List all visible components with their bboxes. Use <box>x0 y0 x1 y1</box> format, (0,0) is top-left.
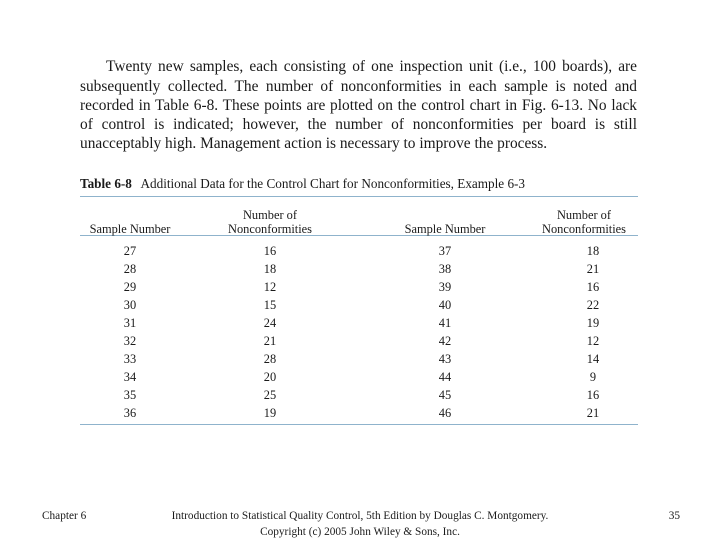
sample-number-cell: 42 <box>438 334 452 348</box>
nonconformities-cell: 19 <box>586 316 600 330</box>
sample-number-cell: 43 <box>438 352 452 366</box>
nonconformities-cell: 9 <box>589 370 597 384</box>
header-number-of-2: Number of <box>556 208 612 222</box>
sample-number-cell: 31 <box>123 316 137 330</box>
sample-number-cell: 34 <box>123 370 137 384</box>
nonconformities-cell: 19 <box>263 406 277 420</box>
nonconformities-cell: 12 <box>263 280 277 294</box>
sample-number-cell: 45 <box>438 388 452 402</box>
sample-number-cell: 38 <box>438 262 452 276</box>
footer-page-number: 35 <box>668 510 680 522</box>
sample-number-cell: 33 <box>123 352 137 366</box>
nonconformities-cell: 21 <box>263 334 277 348</box>
nonconformities-cell: 15 <box>263 298 277 312</box>
table-row <box>80 314 638 332</box>
nonconformities-cell: 24 <box>263 316 277 330</box>
table-top-rule <box>80 196 638 197</box>
table-row <box>80 296 638 314</box>
table-row <box>80 386 638 404</box>
sample-number-cell: 44 <box>438 370 452 384</box>
nonconformities-cell: 21 <box>586 406 600 420</box>
table-bottom-rule <box>80 424 638 425</box>
table-row <box>80 278 638 296</box>
nonconformities-cell: 16 <box>586 388 600 402</box>
nonconformities-cell: 12 <box>586 334 600 348</box>
table-header-row <box>80 200 638 238</box>
header-number-of-1: Number of <box>242 208 298 222</box>
sample-number-cell: 36 <box>123 406 137 420</box>
header-nonconformities-1 <box>180 200 360 238</box>
header-nonconformities-2 <box>530 200 638 238</box>
table-title: Additional Data for the Control Chart for Nonconformities, Example 6-3 <box>140 176 526 191</box>
footer-citation <box>150 508 570 540</box>
sample-number-cell: 37 <box>438 244 452 258</box>
nonconformities-cell: 18 <box>586 244 600 258</box>
sample-number-cell: 29 <box>123 280 137 294</box>
table-row <box>80 332 638 350</box>
sample-number-cell: 30 <box>123 298 137 312</box>
nonconformities-cell: 14 <box>586 352 600 366</box>
sample-number-cell: 40 <box>438 298 452 312</box>
table-caption <box>80 176 640 192</box>
nonconformities-cell: 16 <box>263 244 277 258</box>
footer-book-title: Introduction to Statistical Quality Control, 5th Edition by Douglas C. Montgomery. <box>171 510 549 522</box>
table-row <box>80 350 638 368</box>
nonconformities-cell: 20 <box>263 370 277 384</box>
sample-number-cell: 28 <box>123 262 137 276</box>
body-paragraph: Twenty new samples, each consisting of one inspection unit (i.e., 100 boards), are subsequently collected. The number of nonconformities in each sample is noted and recorded in Table 6-8. These points are plotted on the control chart in Fig. 6-13. No lack of control is indicated; however, the number of nonconformities per board is still unacceptably high. Management action is necessary to improve the process. <box>80 58 637 153</box>
nonconformities-table <box>80 200 638 422</box>
table-label: Table 6-8 <box>80 176 132 191</box>
nonconformities-cell: 22 <box>586 298 600 312</box>
footer-chapter: Chapter 6 <box>42 510 87 522</box>
sample-number-cell: 41 <box>438 316 452 330</box>
footer-copyright: Copyright (c) 2005 John Wiley & Sons, Inc. <box>260 526 460 538</box>
header-sample-number-1: Sample Number <box>89 222 171 236</box>
table-body <box>80 238 638 422</box>
nonconformities-cell: 25 <box>263 388 277 402</box>
sample-number-cell: 35 <box>123 388 137 402</box>
nonconformities-cell: 21 <box>586 262 600 276</box>
sample-number-cell: 46 <box>438 406 452 420</box>
table-row <box>80 404 638 422</box>
table-row <box>80 368 638 386</box>
nonconformities-cell: 18 <box>263 262 277 276</box>
nonconformities-cell: 28 <box>263 352 277 366</box>
table-row <box>80 260 638 278</box>
table-row <box>80 238 638 260</box>
header-sample-number-2: Sample Number <box>404 222 486 236</box>
sample-number-cell: 32 <box>123 334 137 348</box>
sample-number-cell: 27 <box>123 244 137 258</box>
nonconformities-cell: 16 <box>586 280 600 294</box>
header-nonconformities-label-2: Nonconformities <box>542 222 626 236</box>
header-nonconformities-label-1: Nonconformities <box>228 222 312 236</box>
sample-number-cell: 39 <box>438 280 452 294</box>
